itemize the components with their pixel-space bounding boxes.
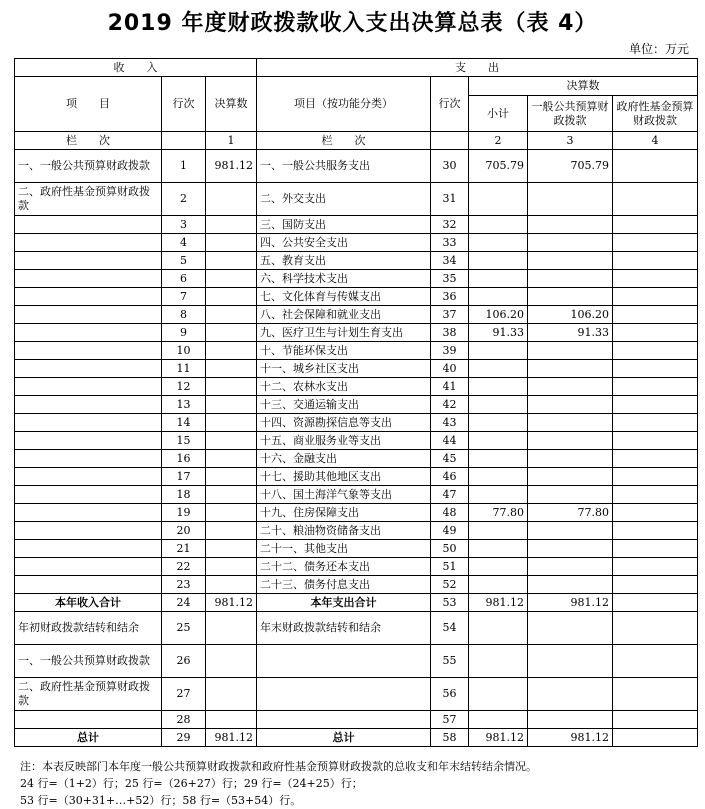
- expense-item-cell: 十八、国土海洋气象等支出: [257, 486, 431, 504]
- header-row-columns-1: [15, 77, 698, 96]
- expense-row-no-cell: 33: [431, 234, 469, 252]
- note-line: 注：本表反映部门本年度一般公共预算财政拨款和政府性基金预算财政拨款的总收支和年末结转结余情况。: [20, 760, 537, 773]
- general-budget-cell: 705.79: [528, 150, 613, 183]
- income-item-cell: [15, 576, 162, 594]
- income-amount-cell: [206, 576, 257, 594]
- income-amount-cell: [206, 645, 257, 678]
- expense-item-cell: [257, 711, 431, 729]
- subtotal-cell: 106.20: [469, 306, 528, 324]
- table-row: [15, 612, 698, 645]
- subtotal-cell: [469, 612, 528, 645]
- general-budget-cell: 981.12: [528, 594, 613, 612]
- income-row-no-cell: 10: [162, 342, 206, 360]
- gov-fund-budget-cell: [613, 342, 698, 360]
- expense-row-no-cell: 37: [431, 306, 469, 324]
- subtotal-cell: [469, 468, 528, 486]
- table-row: [15, 234, 698, 252]
- income-row-no-cell: 24: [162, 594, 206, 612]
- gov-fund-budget-cell: [613, 306, 698, 324]
- income-amount-cell: [206, 342, 257, 360]
- subtotal-cell: [469, 486, 528, 504]
- income-item-cell: [15, 432, 162, 450]
- gov-fund-budget-cell: [613, 324, 698, 342]
- gov-fund-budget-cell: [613, 576, 698, 594]
- subtotal-cell: [469, 183, 528, 216]
- subtotal-cell: [469, 342, 528, 360]
- gov-fund-budget-cell: [613, 288, 698, 306]
- income-row-no-cell: 17: [162, 468, 206, 486]
- table-row: [15, 324, 698, 342]
- expense-row-no-cell: 32: [431, 216, 469, 234]
- table-row: [15, 504, 698, 522]
- table-row: [15, 576, 698, 594]
- subtotal-cell: [469, 450, 528, 468]
- subtotal-cell: [469, 678, 528, 711]
- expense-row-no-cell: 31: [431, 183, 469, 216]
- expense-row-no-cell: 50: [431, 540, 469, 558]
- income-amount-cell: [206, 678, 257, 711]
- gov-fund-budget-cell: [613, 612, 698, 645]
- income-amount-cell: [206, 486, 257, 504]
- income-amount-cell: [206, 360, 257, 378]
- expense-item-cell: 十九、住房保障支出: [257, 504, 431, 522]
- gov-fund-budget-cell: [613, 216, 698, 234]
- col3-index: 3: [528, 132, 613, 150]
- income-row-no-cell: 15: [162, 432, 206, 450]
- subtotal-cell: [469, 414, 528, 432]
- income-amount-cell: [206, 522, 257, 540]
- gov-fund-budget-cell: [613, 594, 698, 612]
- column-index-row: [15, 132, 698, 150]
- expense-item-cell: 七、文化体育与传媒支出: [257, 288, 431, 306]
- income-row-no-cell: 8: [162, 306, 206, 324]
- table-row: [15, 342, 698, 360]
- expense-section-header: 支 出: [257, 59, 698, 77]
- income-amount-cell: 981.12: [206, 594, 257, 612]
- general-budget-cell: [528, 711, 613, 729]
- expense-row-no-cell: 35: [431, 270, 469, 288]
- gov-fund-budget-cell: [613, 678, 698, 711]
- expense-item-header: 项目（按功能分类）: [257, 77, 431, 132]
- table-row: [15, 270, 698, 288]
- expense-item-cell: 总计: [257, 729, 431, 747]
- income-row-no-index: [162, 132, 206, 150]
- income-amount-cell: [206, 711, 257, 729]
- table-row: [15, 450, 698, 468]
- gov-fund-budget-cell: [613, 252, 698, 270]
- general-budget-cell: [528, 522, 613, 540]
- income-row-no-cell: 29: [162, 729, 206, 747]
- gov-fund-budget-cell: [613, 504, 698, 522]
- subtotal-cell: [469, 270, 528, 288]
- income-item-cell: 本年收入合计: [15, 594, 162, 612]
- subtotal-cell: [469, 360, 528, 378]
- income-item-cell: [15, 450, 162, 468]
- gov-fund-budget-cell: [613, 645, 698, 678]
- income-item-cell: [15, 252, 162, 270]
- expense-item-cell: 一、一般公共服务支出: [257, 150, 431, 183]
- general-budget-cell: 77.80: [528, 504, 613, 522]
- income-amount-cell: [206, 450, 257, 468]
- general-budget-cell: [528, 378, 613, 396]
- table-row: [15, 183, 698, 216]
- income-item-cell: [15, 540, 162, 558]
- expense-row-no-cell: 34: [431, 252, 469, 270]
- expense-item-cell: 十二、农林水支出: [257, 378, 431, 396]
- gov-fund-budget-cell: [613, 432, 698, 450]
- expense-item-cell: 十七、援助其他地区支出: [257, 468, 431, 486]
- expense-item-cell: 二十、粮油物资储备支出: [257, 522, 431, 540]
- gov-fund-budget-cell: [613, 486, 698, 504]
- income-row-no-cell: 3: [162, 216, 206, 234]
- expense-row-no-cell: 36: [431, 288, 469, 306]
- general-budget-cell: [528, 678, 613, 711]
- income-item-cell: [15, 360, 162, 378]
- table-row: [15, 432, 698, 450]
- expense-row-no-cell: 46: [431, 468, 469, 486]
- income-amount-cell: [206, 468, 257, 486]
- income-row-no-cell: 12: [162, 378, 206, 396]
- expense-item-cell: 十六、金融支出: [257, 450, 431, 468]
- income-item-cell: [15, 486, 162, 504]
- income-item-cell: [15, 324, 162, 342]
- general-budget-cell: [528, 558, 613, 576]
- table-row: [15, 378, 698, 396]
- income-item-cell: [15, 711, 162, 729]
- table-row: [15, 711, 698, 729]
- expense-row-no-cell: 39: [431, 342, 469, 360]
- income-section-header: 收 入: [15, 59, 257, 77]
- income-item-cell: [15, 522, 162, 540]
- general-budget-cell: [528, 360, 613, 378]
- col4-index: 4: [613, 132, 698, 150]
- gov-fund-budget-cell: [613, 468, 698, 486]
- table-row: [15, 594, 698, 612]
- expense-row-no-cell: 52: [431, 576, 469, 594]
- gov-fund-budget-cell: [613, 540, 698, 558]
- expense-item-cell: 十、节能环保支出: [257, 342, 431, 360]
- income-row-no-cell: 6: [162, 270, 206, 288]
- budget-summary-table: [14, 58, 698, 747]
- general-budget-cell: [528, 342, 613, 360]
- general-budget-cell: [528, 432, 613, 450]
- subtotal-cell: [469, 234, 528, 252]
- expense-row-no-cell: 51: [431, 558, 469, 576]
- subtotal-cell: [469, 645, 528, 678]
- expense-item-cell: 八、社会保障和就业支出: [257, 306, 431, 324]
- income-amount-cell: [206, 234, 257, 252]
- gov-fund-budget-cell: [613, 360, 698, 378]
- income-amount-cell: [206, 378, 257, 396]
- table-row: [15, 396, 698, 414]
- table-row: [15, 150, 698, 183]
- expense-item-cell: [257, 645, 431, 678]
- gov-fund-budget-cell: [613, 558, 698, 576]
- income-amount-cell: [206, 414, 257, 432]
- income-row-no-cell: 14: [162, 414, 206, 432]
- income-item-cell: [15, 558, 162, 576]
- table-row: [15, 252, 698, 270]
- expense-row-no-cell: 40: [431, 360, 469, 378]
- table-row: [15, 468, 698, 486]
- table-row: [15, 522, 698, 540]
- expense-row-no-cell: 54: [431, 612, 469, 645]
- income-row-no-cell: 4: [162, 234, 206, 252]
- general-budget-cell: [528, 252, 613, 270]
- income-column-label: 栏 次: [15, 132, 162, 150]
- gov-fund-budget-cell: [613, 450, 698, 468]
- expense-item-cell: 九、医疗卫生与计划生育支出: [257, 324, 431, 342]
- expense-row-no-cell: 42: [431, 396, 469, 414]
- subtotal-cell: [469, 522, 528, 540]
- income-row-no-cell: 27: [162, 678, 206, 711]
- income-item-cell: 总计: [15, 729, 162, 747]
- income-row-no-cell: 5: [162, 252, 206, 270]
- expense-item-cell: 二十三、债务付息支出: [257, 576, 431, 594]
- expense-row-no-index: [431, 132, 469, 150]
- income-amount-cell: 981.12: [206, 150, 257, 183]
- expense-item-cell: 年末财政拨款结转和结余: [257, 612, 431, 645]
- income-row-no-cell: 18: [162, 486, 206, 504]
- income-row-no-cell: 25: [162, 612, 206, 645]
- income-amount-cell: [206, 252, 257, 270]
- subtotal-cell: [469, 540, 528, 558]
- income-row-no-cell: 20: [162, 522, 206, 540]
- general-budget-cell: [528, 183, 613, 216]
- table-row: [15, 486, 698, 504]
- income-amount-cell: [206, 432, 257, 450]
- income-row-no-cell: 21: [162, 540, 206, 558]
- income-item-cell: [15, 396, 162, 414]
- income-row-no-cell: 23: [162, 576, 206, 594]
- general-budget-cell: [528, 414, 613, 432]
- table-row: [15, 216, 698, 234]
- gov-fund-budget-cell: [613, 711, 698, 729]
- income-row-no-cell: 28: [162, 711, 206, 729]
- income-row-no-cell: 11: [162, 360, 206, 378]
- expense-row-no-cell: 47: [431, 486, 469, 504]
- income-item-cell: [15, 306, 162, 324]
- expense-row-no-header: 行次: [431, 77, 469, 132]
- expense-item-cell: 二十一、其他支出: [257, 540, 431, 558]
- table-row: [15, 678, 698, 711]
- subtotal-cell: [469, 396, 528, 414]
- table-notes: [20, 758, 537, 809]
- income-amount-cell: [206, 216, 257, 234]
- expense-item-cell: [257, 678, 431, 711]
- income-item-cell: [15, 468, 162, 486]
- expense-row-no-cell: 41: [431, 378, 469, 396]
- income-row-no-cell: 1: [162, 150, 206, 183]
- gov-fund-budget-cell: [613, 183, 698, 216]
- table-row: [15, 558, 698, 576]
- income-amount-cell: [206, 324, 257, 342]
- expense-row-no-cell: 56: [431, 678, 469, 711]
- general-budget-cell: [528, 645, 613, 678]
- table-row: [15, 645, 698, 678]
- income-col1-index: 1: [206, 132, 257, 150]
- income-amount-cell: [206, 270, 257, 288]
- subtotal-cell: [469, 432, 528, 450]
- note-line: 24 行=（1+2）行；25 行=（26+27）行；29 行=（24+25）行；: [20, 777, 363, 790]
- expense-item-cell: 二十二、债务还本支出: [257, 558, 431, 576]
- general-budget-cell: 91.33: [528, 324, 613, 342]
- general-budget-cell: [528, 216, 613, 234]
- expense-item-cell: 三、国防支出: [257, 216, 431, 234]
- general-budget-cell: [528, 450, 613, 468]
- subtotal-cell: 77.80: [469, 504, 528, 522]
- income-item-cell: 二、政府性基金预算财政拨款: [15, 678, 162, 711]
- gov-fund-budget-cell: [613, 729, 698, 747]
- income-item-header: 项 目: [15, 77, 162, 132]
- income-amount-cell: 981.12: [206, 729, 257, 747]
- income-amount-cell: [206, 183, 257, 216]
- table-row: [15, 306, 698, 324]
- income-item-cell: 一、一般公共预算财政拨款: [15, 645, 162, 678]
- table-row: [15, 288, 698, 306]
- general-budget-cell: [528, 234, 613, 252]
- income-item-cell: 年初财政拨款结转和结余: [15, 612, 162, 645]
- subtotal-header: 小计: [469, 96, 528, 132]
- expense-item-cell: 四、公共安全支出: [257, 234, 431, 252]
- subtotal-cell: 981.12: [469, 594, 528, 612]
- general-budget-cell: [528, 576, 613, 594]
- general-budget-cell: 981.12: [528, 729, 613, 747]
- subtotal-cell: [469, 558, 528, 576]
- gov-fund-budget-cell: [613, 270, 698, 288]
- gov-fund-budget-cell: [613, 522, 698, 540]
- report-title: 2019 年度财政拨款收入支出决算总表（表 4）: [107, 11, 598, 36]
- general-budget-cell: [528, 288, 613, 306]
- table-row: [15, 360, 698, 378]
- income-amount-cell: [206, 540, 257, 558]
- subtotal-cell: 705.79: [469, 150, 528, 183]
- income-amount-cell: [206, 612, 257, 645]
- income-row-no-cell: 19: [162, 504, 206, 522]
- income-item-cell: [15, 270, 162, 288]
- general-budget-cell: [528, 270, 613, 288]
- expense-item-cell: 五、教育支出: [257, 252, 431, 270]
- income-item-cell: [15, 216, 162, 234]
- income-item-cell: [15, 378, 162, 396]
- income-final-amount-header: 决算数: [206, 77, 257, 132]
- general-budget-cell: [528, 486, 613, 504]
- expense-row-no-cell: 43: [431, 414, 469, 432]
- income-amount-cell: [206, 558, 257, 576]
- income-amount-cell: [206, 396, 257, 414]
- subtotal-cell: 91.33: [469, 324, 528, 342]
- col2-index: 2: [469, 132, 528, 150]
- unit-label: 单位：万元: [628, 42, 689, 56]
- expense-row-no-cell: 49: [431, 522, 469, 540]
- expense-final-amount-header: 决算数: [469, 77, 698, 96]
- expense-item-cell: 十一、城乡社区支出: [257, 360, 431, 378]
- table-row: [15, 414, 698, 432]
- expense-row-no-cell: 45: [431, 450, 469, 468]
- subtotal-cell: [469, 252, 528, 270]
- income-item-cell: [15, 288, 162, 306]
- income-row-no-cell: 9: [162, 324, 206, 342]
- gov-fund-budget-cell: [613, 150, 698, 183]
- income-row-no-header: 行次: [162, 77, 206, 132]
- general-budget-cell: [528, 540, 613, 558]
- gov-fund-budget-header: 政府性基金预算财政拨款: [613, 96, 698, 132]
- table-row: [15, 540, 698, 558]
- expense-row-no-cell: 53: [431, 594, 469, 612]
- income-item-cell: 二、政府性基金预算财政拨款: [15, 183, 162, 216]
- income-amount-cell: [206, 288, 257, 306]
- gov-fund-budget-cell: [613, 414, 698, 432]
- income-row-no-cell: 7: [162, 288, 206, 306]
- expense-row-no-cell: 44: [431, 432, 469, 450]
- expense-item-cell: 六、科学技术支出: [257, 270, 431, 288]
- expense-row-no-cell: 55: [431, 645, 469, 678]
- income-row-no-cell: 13: [162, 396, 206, 414]
- general-budget-cell: [528, 396, 613, 414]
- income-item-cell: 一、一般公共预算财政拨款: [15, 150, 162, 183]
- table-row: [15, 729, 698, 747]
- expense-row-no-cell: 38: [431, 324, 469, 342]
- note-line: 53 行=（30+31+…+52）行；58 行=（53+54）行。: [20, 794, 302, 807]
- income-row-no-cell: 2: [162, 183, 206, 216]
- subtotal-cell: [469, 576, 528, 594]
- expense-row-no-cell: 57: [431, 711, 469, 729]
- header-row-sections: [15, 59, 698, 77]
- expense-row-no-cell: 58: [431, 729, 469, 747]
- income-item-cell: [15, 342, 162, 360]
- income-amount-cell: [206, 306, 257, 324]
- subtotal-cell: 981.12: [469, 729, 528, 747]
- income-item-cell: [15, 414, 162, 432]
- expense-item-cell: 十五、商业服务业等支出: [257, 432, 431, 450]
- income-amount-cell: [206, 504, 257, 522]
- subtotal-cell: [469, 378, 528, 396]
- general-budget-header: 一般公共预算财政拨款: [528, 96, 613, 132]
- subtotal-cell: [469, 711, 528, 729]
- expense-row-no-cell: 48: [431, 504, 469, 522]
- general-budget-cell: [528, 468, 613, 486]
- expense-column-label: 栏 次: [257, 132, 431, 150]
- general-budget-cell: 106.20: [528, 306, 613, 324]
- income-item-cell: [15, 504, 162, 522]
- expense-item-cell: 十四、资源勘探信息等支出: [257, 414, 431, 432]
- expense-item-cell: 十三、交通运输支出: [257, 396, 431, 414]
- subtotal-cell: [469, 288, 528, 306]
- income-item-cell: [15, 234, 162, 252]
- subtotal-cell: [469, 216, 528, 234]
- gov-fund-budget-cell: [613, 378, 698, 396]
- expense-row-no-cell: 30: [431, 150, 469, 183]
- expense-item-cell: 本年支出合计: [257, 594, 431, 612]
- gov-fund-budget-cell: [613, 396, 698, 414]
- income-row-no-cell: 22: [162, 558, 206, 576]
- gov-fund-budget-cell: [613, 234, 698, 252]
- income-row-no-cell: 16: [162, 450, 206, 468]
- income-row-no-cell: 26: [162, 645, 206, 678]
- expense-item-cell: 二、外交支出: [257, 183, 431, 216]
- general-budget-cell: [528, 612, 613, 645]
